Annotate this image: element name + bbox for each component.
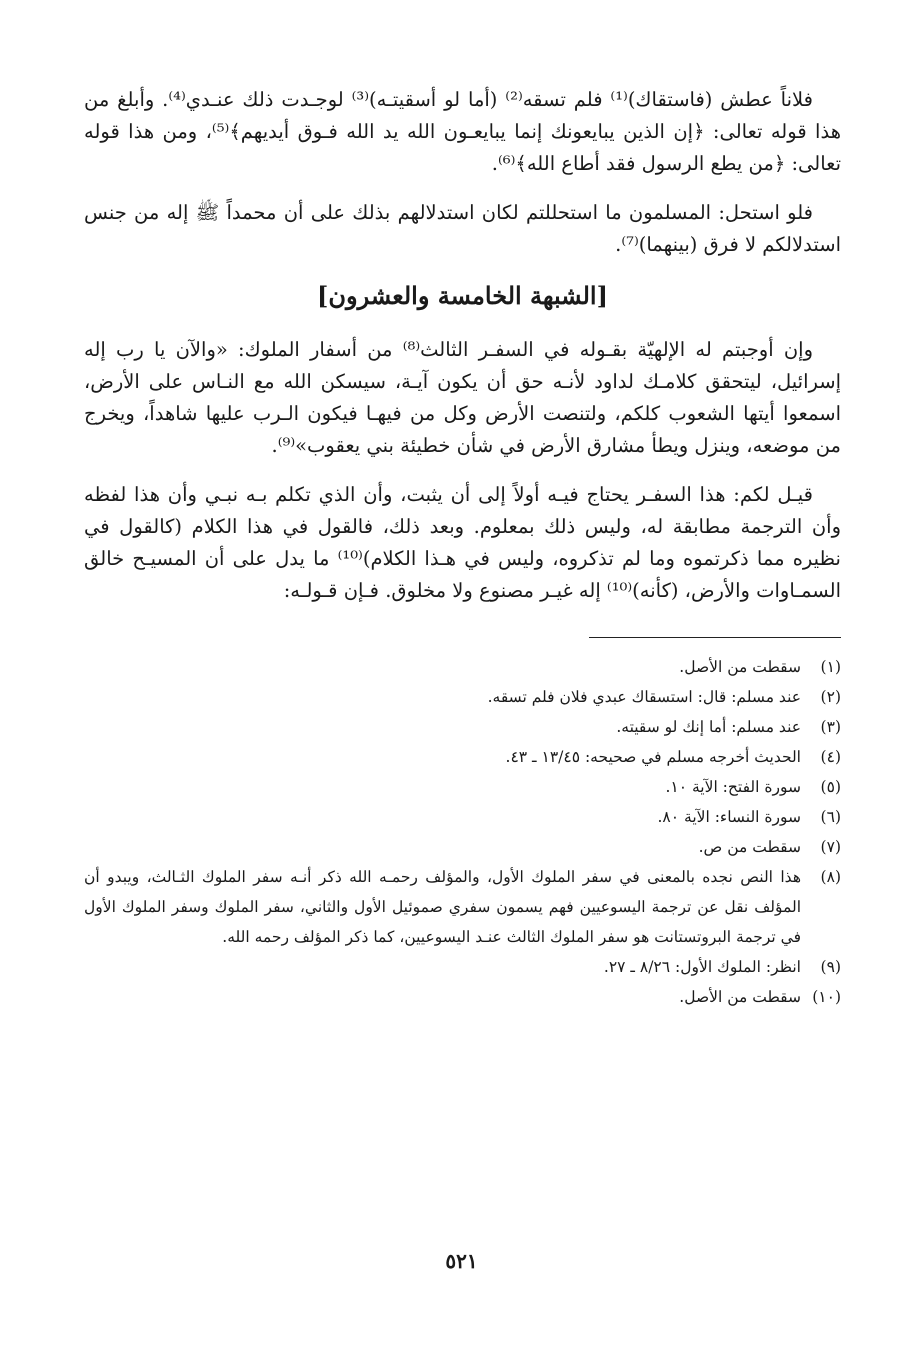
footnote-item: [84, 712, 841, 742]
footnote-number: (٦): [820, 808, 841, 826]
footnote-number: (٩): [820, 958, 841, 976]
footnote-text: عند مسلم: قال: استسقاك عبدي فلان فلم تسقه.: [487, 688, 801, 706]
footnote-number: (١٠): [812, 988, 841, 1006]
footnote-text: سورة النساء: الآية ٨٠.: [657, 808, 801, 826]
footnote-item: [84, 682, 841, 712]
page-number: ٥٢١: [445, 1249, 478, 1273]
footnote-text: سقطت من الأصل.: [679, 988, 801, 1006]
body-paragraph: فلو استحل: المسلمون ما استحللتم لكان استدلالهم بذلك على أن محمداً ﷺ إله من جنس استدلالكم لا فرق (بينهما)⁽⁷⁾.: [84, 201, 841, 256]
footnote-item: [84, 742, 841, 772]
footnote-text: انظر: الملوك الأول: ٨/٢٦ ـ ٢٧.: [603, 958, 801, 976]
footnote-item: [84, 652, 841, 682]
footnote-text: الحديث أخرجه مسلم في صحيحه: ١٣/٤٥ ـ ٤٣.: [505, 748, 801, 766]
footnote-number: (٥): [820, 778, 841, 796]
body-paragraph: قيـل لكم: هذا السفـر يحتاج فيـه أولاً إلى أن يثبت، وأن الذي تكلم بـه نبـي وأن هذا لفظه وأن الترجمة مطابقة له، وليس ذلك بمعلوم. وبعد ذلك، فالقول في هذا الكلام (كالقول في نظيره مما ذكرتموه وما لم تذكروه، وليس في هـذا الكلام)⁽¹⁰⁾ ما يدل على أن المسيـح خالق السمـاوات والأرض، (كأنه)⁽¹⁰⁾ إله غيـر مصنوع ولا مخلوق. فـإن قـولـه:: [84, 483, 841, 602]
footnote-text: سقطت من ص.: [698, 838, 801, 856]
footnote-item: [84, 862, 841, 952]
footnote-number: (٨): [820, 868, 841, 886]
footnote-number: (١): [820, 658, 841, 676]
body-paragraph: فلاناً عطش (فاستقاك)⁽¹⁾ فلم تسقه⁽²⁾ (أما لو أسقيتـه)⁽³⁾ لوجـدت ذلك عنـدي⁽⁴⁾. وأبلغ من هذا قوله تعالى: ﴿إن الذين يبايعونك إنما يبايعـون الله يد الله فـوق أيديهم﴾⁽⁵⁾، ومن هذا قوله تعالى: ﴿من يطع الرسول فقد أطاع الله﴾⁽⁶⁾.: [84, 88, 841, 175]
footnote-text: سقطت من الأصل.: [679, 658, 801, 676]
footnote-separator: [589, 637, 841, 638]
footnotes: [84, 652, 841, 1012]
footnote-number: (٤): [820, 748, 841, 766]
footnote-number: (٣): [820, 718, 841, 736]
section-heading: [الشبهة الخامسة والعشرون]: [317, 281, 608, 310]
footnote-text: هذا النص نجده بالمعنى في سفر الملوك الأول، والمؤلف رحمـه الله ذكر أنـه سفر الملوك الثـالث، ويبدو أن المؤلف نقل عن ترجمة اليسوعيين فهم يسمون سفري صموئيل الأول والثاني، سفر الملوك وسفر الملوك الأول في ترجمة البروتستانت هو سفر الملوك الثالث عنـد اليسوعيين، كما ذكر المؤلف رحمه الله.: [84, 868, 801, 946]
footnote-item: [84, 772, 841, 802]
footnote-number: (٢): [820, 688, 841, 706]
footnote-text: عند مسلم: أما إنك لو سقيته.: [616, 718, 801, 736]
footnote-item: [84, 802, 841, 832]
footnote-text: سورة الفتح: الآية ١٠.: [665, 778, 801, 796]
footnote-item: [84, 982, 841, 1012]
body-paragraph: وإن أوجبتم له الإلهيّة بقـوله في السفـر الثالث⁽⁸⁾ من أسفار الملوك: «والآن يا رب إله إسرائيل، ليتحقق كلامـك لداود لأنـه حق أن يكون آيـة، سيسكن الله مع النـاس على الأرض، اسمعوا أيتها الشعوب كلكم، ولتنصت الأرض وكل من فيهـا فيكون الـرب عليها شاهداً، ويخرج من موضعه، وينزل ويطأ مشارق الأرض في شأن خطيئة بني يعقوب»⁽⁹⁾.: [84, 338, 841, 457]
footnote-number: (٧): [820, 838, 841, 856]
footnote-item: [84, 832, 841, 862]
footnote-item: [84, 952, 841, 982]
